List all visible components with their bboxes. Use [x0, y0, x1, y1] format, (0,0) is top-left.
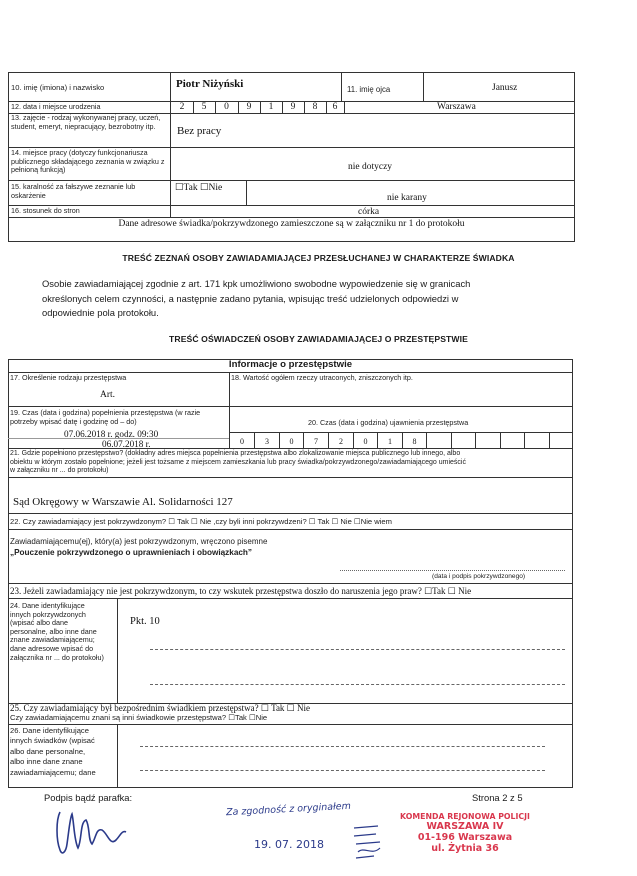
instruction-title: „Pouczenie pokrzywdzonego o uprawnieniach i obowiązkach”	[10, 548, 253, 557]
value-relation: córka	[358, 207, 380, 217]
label-discovery-time: 20. Czas (data i godzina) ujawnienia przestępstwa	[308, 418, 469, 427]
label-line: potrzeby wpisać datę i godzinę od – do)	[10, 416, 137, 426]
discovery-digit: 2	[339, 437, 343, 446]
label-line: 21. Gdzie popełniono przestępstwo? (dokładny adres miejsca popełnienia przestępstwa albo zlokalizowanie miejsca publicznego lub innego, albo	[10, 450, 461, 457]
label-line: personalne, albo inne dane	[10, 626, 97, 636]
value-other-victims: Pkt. 10	[130, 616, 160, 627]
discovery-digit: 8	[412, 437, 417, 446]
value-birth-place: Warszawa	[437, 102, 476, 112]
label-crime-type: 17. Określenie rodzaju przestępstwa	[10, 373, 127, 382]
value-crime-time-to: 06.07.2018 r.	[102, 439, 151, 449]
other-witnesses-question: Czy zawiadamiającemu znani są inni świadkowie przestępstwa? ☐Tak ☐Nie	[10, 713, 268, 722]
value-crime-time-from: 07.06.2018 r. godz. 09:30	[64, 429, 159, 439]
stamp-line: ul. Żytnia 36	[431, 843, 499, 854]
label-line: 19. Czas (data i godzina) popełnienia przestępstwa (w razie	[10, 408, 201, 417]
label-crime-place	[10, 450, 570, 476]
stamp-line: 01-196 Warszawa	[417, 832, 513, 843]
discovery-digit: 3	[265, 437, 269, 446]
label-father: 11. imię ojca	[347, 85, 391, 94]
signature-label: Podpis bądź parafka:	[44, 792, 133, 803]
label-line: 24. Dane identyfikujące	[10, 601, 85, 610]
witness-question: 25. Czy zawiadamiający był bezpośrednim świadkiem przestępstwa? ☐ Tak ☐ Nie	[10, 703, 310, 713]
birth-digit: 9	[290, 102, 296, 112]
perjury-checkboxes: ☐Tak ☐Nie	[175, 183, 223, 193]
value-occupation: Bez pracy	[177, 125, 222, 137]
birth-digit: 1	[268, 102, 274, 112]
rights-question: 23. Jeżeli zawiadamiający nie jest pokrzywdzonym, to czy wskutek przestępstwa doszło do naruszenia jego praw? ☐Tak ☐ Nie	[10, 586, 472, 596]
value-crime-type: Art.	[100, 390, 116, 400]
label-line: dane adresowe wpisać do	[10, 643, 94, 653]
label-line: 26. Dane identyfikujące	[10, 726, 89, 735]
label-name: 10. imię (imiona) i nazwisko	[11, 83, 105, 92]
birth-digit: 5	[201, 102, 207, 112]
victim-question: 22. Czy zawiadamiający jest pokrzywdzonym? ☐ Tak ☐ Nie ,czy byli inni pokrzywdzeni? ☐ Tak ☐ Nie ☐Nie wiem	[10, 517, 392, 526]
label-occupation: 13. zajęcie - rodzaj wykonywanej pracy, uczeń, student, emeryt, niepracujący, bezrobotny itp.	[11, 113, 161, 131]
label-relation: 16. stosunek do stron	[11, 206, 80, 215]
label-crime-time	[10, 409, 228, 426]
paragraph-line: Osobie zawiadamiającej zgodnie z art. 171 kpk umożliwiono swobodne wypowiedzenie się w granicach	[42, 278, 471, 289]
police-stamp	[400, 812, 530, 854]
discovery-digit: 7	[314, 437, 318, 446]
birth-digit: 9	[246, 102, 252, 112]
label-loss-value: 18. Wartość ogółem rzeczy utraconych, zniszczonych itp.	[231, 373, 413, 382]
discovery-digit: 0	[289, 437, 294, 446]
birth-digit: 2	[179, 102, 185, 112]
label-other-witnesses	[10, 726, 116, 778]
label-line: obiektu w którym zostało popełnione; jeżeli jest tożsame z miejscem zamieszkania lub pracy świadka/pokrzywdzonego/zawiadamiającego umieścić	[10, 458, 466, 466]
birth-digit: 8	[312, 102, 318, 112]
signature-caption: (data i podpis pokrzywdzonego)	[432, 573, 526, 580]
second-signature	[350, 822, 386, 862]
label-line: w załączniku nr ... do protokołu)	[10, 467, 109, 475]
instruction-line: Zawiadamiającemu(ej), który(a) jest pokrzywdzonym, wręczono pisemne	[10, 537, 268, 546]
value-father: Janusz	[492, 83, 518, 93]
discovery-digit: 0	[363, 437, 368, 446]
section-title-statement: TREŚĆ OŚWIADCZEŃ OSOBY ZAWIADAMIAJĄCEJ O PRZESTĘPSTWIE	[169, 334, 468, 344]
birth-digit: 0	[224, 102, 229, 112]
info-header: Informacje o przestępstwie	[228, 359, 353, 370]
certified-copy-note: Za zgodność z oryginałem	[225, 800, 352, 819]
page-number: Strona 2 z 5	[472, 792, 523, 803]
date-stamp: 19. 07. 2018	[254, 838, 324, 851]
label-line: załącznika nr ... do protokołu)	[10, 652, 104, 662]
label-perjury: 15. karalność za fałszywe zeznanie lub oskarżenie	[11, 182, 136, 200]
address-note: Dane adresowe świadka/pokrzywdzonego zamieszczone są w załączniku nr 1 do protokołu	[118, 219, 465, 229]
discovery-digit: 0	[240, 437, 244, 446]
label-birth: 12. data i miejsce urodzenia	[11, 102, 101, 111]
label-line: znane zawiadamiającemu;	[10, 635, 95, 645]
handwritten-signature	[52, 800, 132, 860]
value-name: Piotr Niżyński	[176, 78, 244, 90]
label-line: albo dane personalne,	[10, 746, 86, 756]
label-other-victims	[10, 602, 116, 662]
label-line: zawiadamiającemu; dane	[10, 767, 96, 777]
testimony-paragraph	[42, 277, 562, 321]
stamp-line: KOMENDA REJONOWA POLICJI	[400, 812, 530, 821]
paragraph-line: odpowiednie pola protokołu.	[42, 307, 159, 319]
value-crime-place: Sąd Okręgowy w Warszawie Al. Solidarności 127	[13, 496, 233, 508]
discovery-digit: 1	[388, 437, 392, 446]
birth-digit: 6	[332, 102, 338, 112]
value-workplace: nie dotyczy	[348, 162, 393, 172]
label-line: innych pokrzywdzonych	[10, 609, 86, 619]
label-line: innych świadków (wpisać	[10, 736, 95, 746]
label-line: albo inne dane znane	[10, 757, 83, 767]
stamp-line: WARSZAWA IV	[426, 821, 504, 832]
label-line: (wpisać albo dane	[10, 618, 68, 628]
paragraph-line: określonych celem czynności, a następnie zadano pytania, wpisując treść udzielonych odpowiedzi w	[42, 292, 459, 304]
label-workplace: 14. miejsce pracy (dotyczy funkcjonariusza publicznego składającego zeznania w związku z pełnioną funkcją)	[11, 148, 165, 175]
section-title-testimony: TREŚĆ ZEZNAŃ OSOBY ZAWIADAMIAJĄCEJ PRZESŁUCHANEJ W CHARAKTERZE ŚWIADKA	[122, 253, 515, 263]
value-perjury: nie karany	[387, 193, 427, 203]
